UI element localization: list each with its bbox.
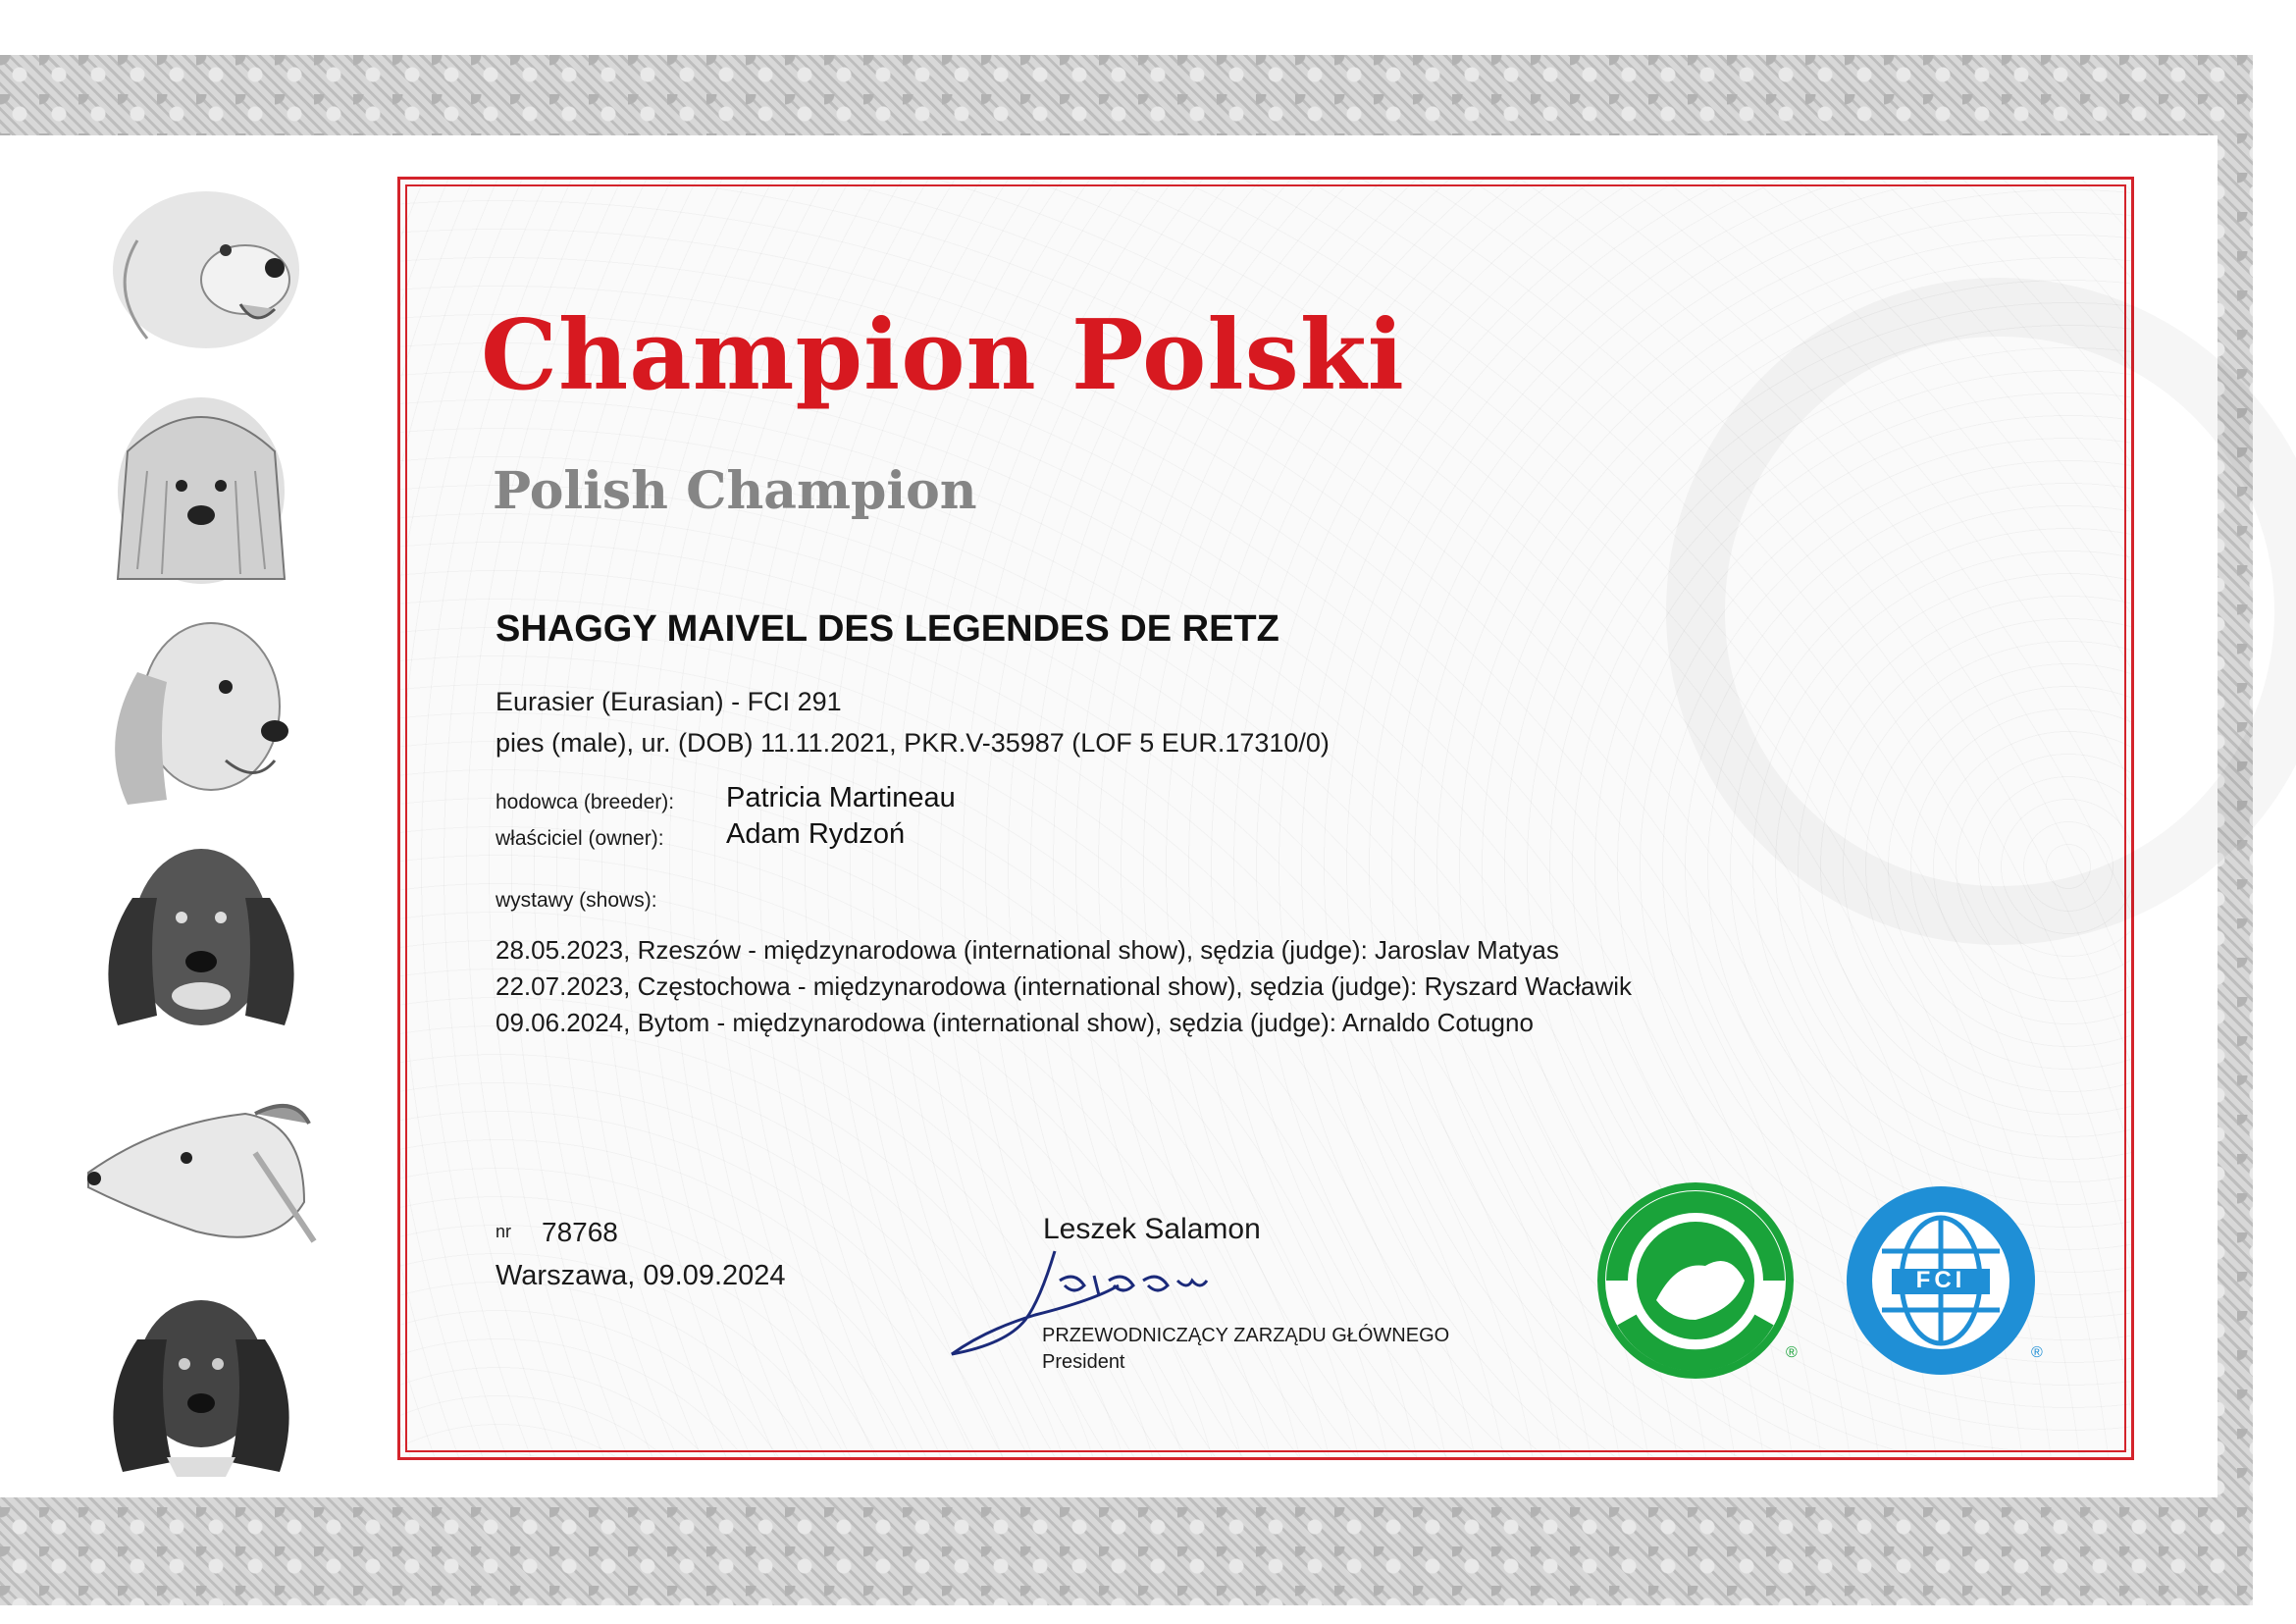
certificate-title: Champion Polski [481, 299, 1405, 412]
zkwp-logo-icon [1597, 1182, 1794, 1379]
owner-value: Adam Rydzoń [726, 818, 906, 850]
golden-retriever-portrait-icon [78, 172, 324, 368]
signer-name: Leszek Salamon [1043, 1213, 1261, 1245]
certificate-number: 78768 [542, 1217, 618, 1247]
signer-role-polish: PRZEWODNICZĄCY ZARZĄDU GŁÓWNEGO [1042, 1325, 1450, 1346]
breeder-label: hodowca (breeder): [496, 791, 675, 813]
zkwp-registered-mark: ® [1786, 1344, 1798, 1361]
bearded-collie-portrait-icon [78, 393, 324, 589]
show-line-1: 28.05.2023, Rzeszów - międzynarodowa (international show), sędzia (judge): Jaroslav Matyas [496, 935, 1559, 965]
fci-logo-icon [1843, 1182, 2039, 1379]
place-and-date: Warszawa, 09.09.2024 [496, 1260, 786, 1291]
show-line-3: 09.06.2024, Bytom - międzynarodowa (international show), sędzia (judge): Arnaldo Cotugno [496, 1008, 1534, 1037]
fci-abbreviation: FCI [1915, 1267, 1966, 1293]
zkwp-watermark-icon [1666, 278, 2296, 945]
dog-name: SHAGGY MAIVEL DES LEGENDES DE RETZ [496, 608, 1279, 650]
breed-line: Eurasier (Eurasian) - FCI 291 [496, 687, 842, 716]
black-and-tan-hound-portrait-icon [78, 839, 324, 1035]
fci-registered-mark: ® [2031, 1344, 2043, 1361]
owner-label: właściciel (owner): [496, 827, 664, 850]
breeder-value: Patricia Martineau [726, 782, 956, 813]
hound-portrait-icon [78, 613, 324, 810]
show-line-2: 22.07.2023, Częstochowa - międzynarodowa (international show), sędzia (judge): Ryszard Wacławik [496, 971, 1633, 1001]
certificate-subtitle: Polish Champion [493, 461, 977, 521]
nr-label: nr [496, 1222, 512, 1241]
shows-label: wystawy (shows): [496, 889, 657, 912]
dog-details-line: pies (male), ur. (DOB) 11.11.2021, PKR.V-35987 (LOF 5 EUR.17310/0) [496, 728, 1330, 758]
signer-role-english: President [1042, 1351, 1125, 1373]
dog-portraits-column [78, 172, 324, 1477]
spaniel-portrait-icon [78, 1281, 324, 1477]
borzoi-portrait-icon [78, 1065, 324, 1261]
